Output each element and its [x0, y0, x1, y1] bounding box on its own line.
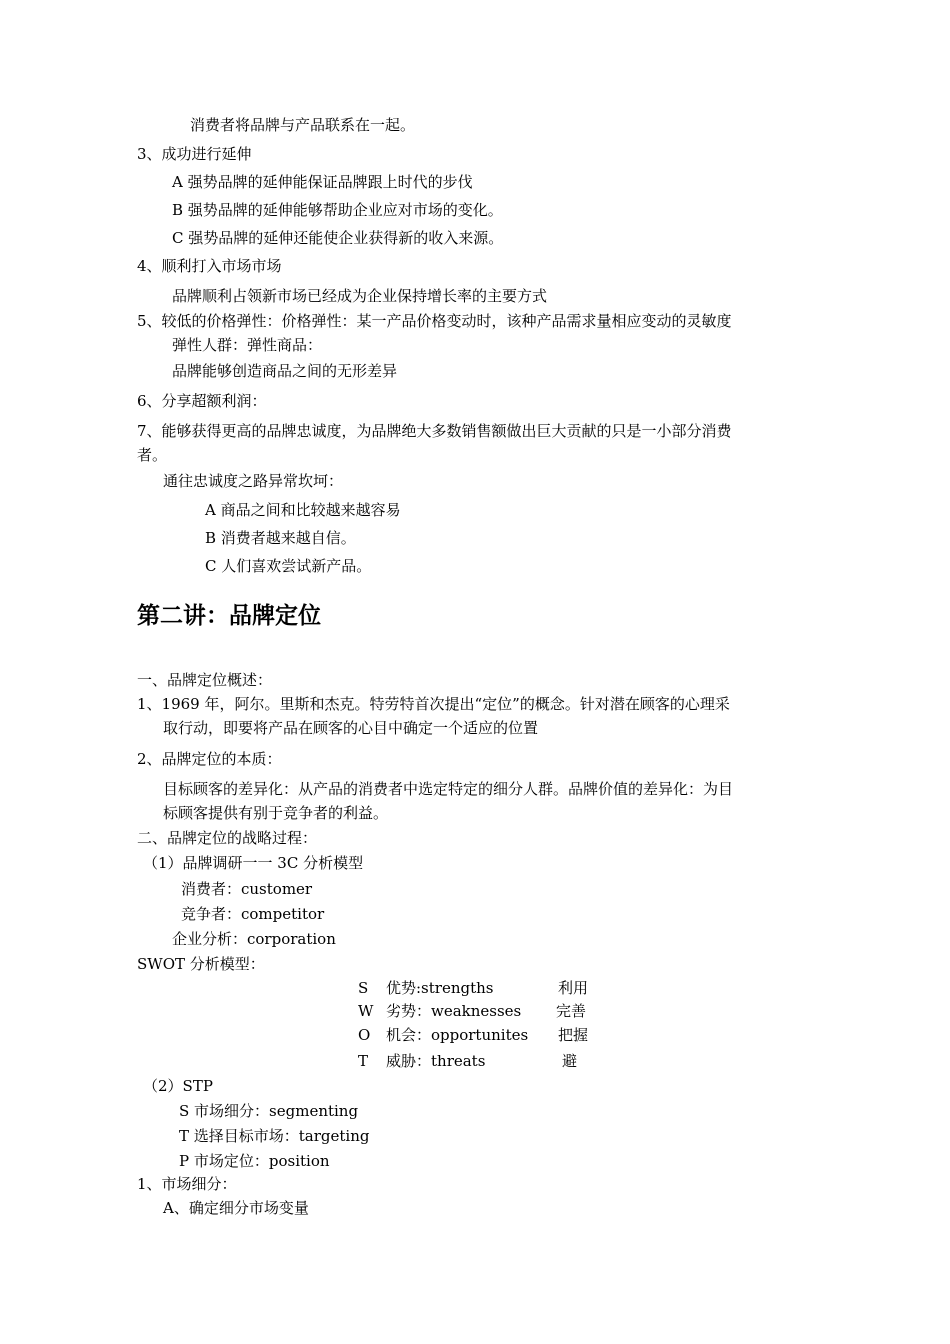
list-item: S 市场细分：segmenting	[179, 1102, 359, 1120]
swot-letter: W	[358, 1002, 374, 1020]
list-item-heading: 5、较低的价格弹性：价格弹性：某一产品价格变动时，该种产品需求量相应变动的灵敏度	[137, 312, 732, 330]
text-line: 标顾客提供有别于竞争者的利益。	[163, 804, 389, 822]
swot-letter: O	[358, 1026, 371, 1044]
list-item: A 商品之间和比较越来越容易	[205, 501, 401, 519]
section-title: 第二讲：品牌定位	[137, 603, 321, 629]
swot-action: 避	[562, 1052, 578, 1070]
text-line: 弹性人群：弹性商品：	[172, 336, 323, 354]
list-item: 消费者：customer	[181, 880, 313, 898]
swot-term: 机会：opportunites	[386, 1026, 529, 1044]
swot-action: 把握	[558, 1026, 589, 1044]
list-item-heading: 二、品牌定位的战略过程：	[137, 829, 318, 847]
list-item-heading: 3、成功进行延伸	[137, 145, 252, 163]
list-item-heading: 2、品牌定位的本质：	[137, 750, 282, 768]
list-item: 竞争者：competitor	[181, 905, 325, 923]
list-item-heading: 7、能够获得更高的品牌忠诚度，为品牌绝大多数销售额做出巨大贡献的只是一小部分消费	[137, 422, 732, 440]
list-item-heading: 6、分享超额利润：	[137, 392, 267, 410]
list-item: B 消费者越来越自信。	[205, 529, 356, 547]
list-item: 企业分析：corporation	[172, 930, 336, 948]
text-line: 品牌顺利占领新市场已经成为企业保持增长率的主要方式	[172, 287, 548, 305]
list-item-heading: 一、品牌定位概述：	[137, 671, 273, 689]
swot-action: 利用	[558, 979, 589, 997]
swot-letter: T	[358, 1052, 369, 1070]
swot-term: 劣势：weaknesses	[386, 1002, 522, 1020]
text-line: 目标顾客的差异化：从产品的消费者中选定特定的细分人群。品牌价值的差异化：为目	[163, 780, 734, 798]
text-line: 者。	[137, 446, 168, 464]
list-item: A 强势品牌的延伸能保证品牌跟上时代的步伐	[172, 173, 473, 191]
text-line: 通往忠诚度之路异常坎坷：	[163, 472, 344, 490]
swot-term: 威胁：threats	[386, 1052, 486, 1070]
text-line: 消费者将品牌与产品联系在一起。	[190, 116, 416, 134]
list-item-heading: 4、顺利打入市场市场	[137, 257, 282, 275]
list-item: T 选择目标市场：targeting	[179, 1127, 370, 1145]
text-line: SWOT 分析模型：	[137, 955, 265, 973]
swot-letter: S	[358, 979, 369, 997]
list-item: B 强势品牌的延伸能够帮助企业应对市场的变化。	[172, 201, 503, 219]
list-item-heading: 1、市场细分：	[137, 1175, 237, 1193]
swot-term: 优势:strengths	[386, 979, 494, 997]
list-item-heading: （1）品牌调研一一 3C 分析模型	[143, 854, 364, 872]
list-item-heading: （2）STP	[143, 1077, 213, 1095]
list-item: A、确定细分市场变量	[163, 1199, 309, 1217]
list-item: P 市场定位：position	[179, 1152, 330, 1170]
text-line: 取行动，即要将产品在顾客的心目中确定一个适应的位置	[163, 719, 539, 737]
swot-action: 完善	[556, 1002, 587, 1020]
text-line: 1、1969 年，阿尔。里斯和杰克。特劳特首次提出“定位”的概念。针对潜在顾客的心理采	[137, 695, 730, 713]
list-item: C 强势品牌的延伸还能使企业获得新的收入来源。	[172, 229, 504, 247]
text-line: 品牌能够创造商品之间的无形差异	[172, 362, 398, 380]
list-item: C 人们喜欢尝试新产品。	[205, 557, 372, 575]
